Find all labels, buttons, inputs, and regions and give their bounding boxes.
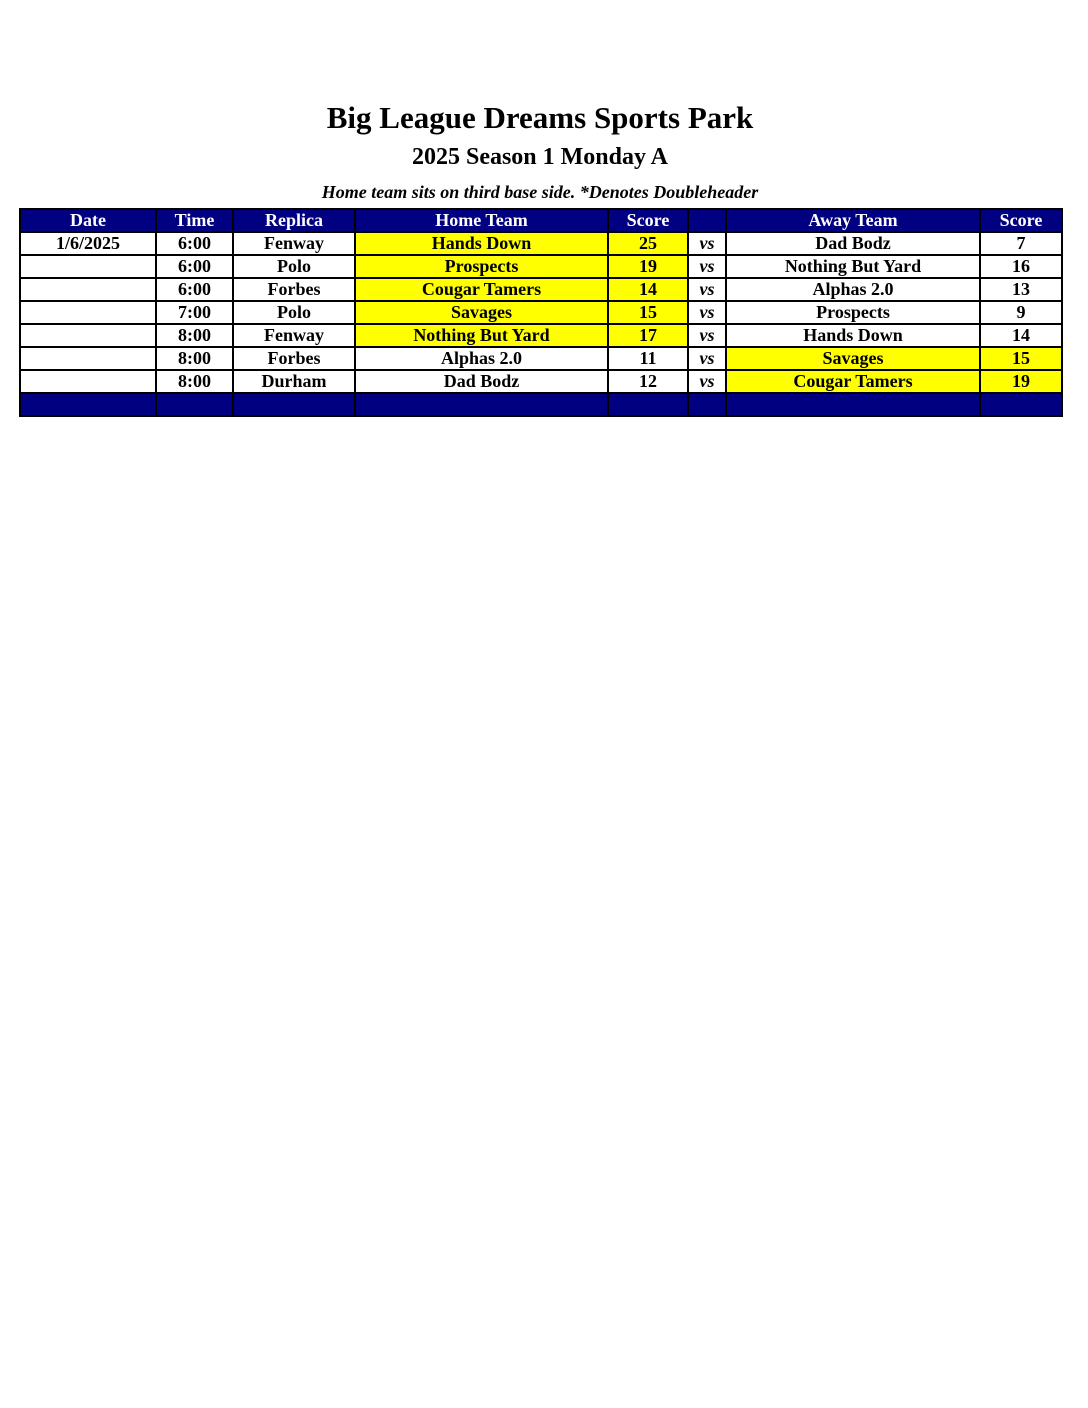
footer-cell: [726, 393, 980, 416]
date-cell: [20, 278, 156, 301]
time-cell: 8:00: [156, 347, 233, 370]
vs-cell: vs: [688, 347, 726, 370]
schedule-body: [20, 232, 1062, 393]
home-score-cell: 14: [608, 278, 688, 301]
footer-cell: [980, 393, 1062, 416]
date-cell: [20, 370, 156, 393]
replica-cell: Forbes: [233, 278, 355, 301]
away-score-cell: 7: [980, 232, 1062, 255]
table-row: [20, 347, 1062, 370]
home-score-cell: 19: [608, 255, 688, 278]
schedule-table: [19, 208, 1063, 417]
table-row: [20, 232, 1062, 255]
away-score-cell: 13: [980, 278, 1062, 301]
column-header-date: Date: [20, 209, 156, 232]
date-cell: [20, 301, 156, 324]
vs-cell: vs: [688, 232, 726, 255]
home-score-cell: 25: [608, 232, 688, 255]
footer-cell: [355, 393, 608, 416]
home-score-cell: 12: [608, 370, 688, 393]
footer-cell: [20, 393, 156, 416]
footer-cell: [608, 393, 688, 416]
column-header-home-team: Home Team: [355, 209, 608, 232]
home-team-cell: Hands Down: [355, 232, 608, 255]
table-row: [20, 301, 1062, 324]
column-header-away-score: Score: [980, 209, 1062, 232]
time-cell: 6:00: [156, 278, 233, 301]
away-score-cell: 15: [980, 347, 1062, 370]
home-team-cell: Prospects: [355, 255, 608, 278]
home-score-cell: 17: [608, 324, 688, 347]
home-score-cell: 15: [608, 301, 688, 324]
away-score-cell: 14: [980, 324, 1062, 347]
date-cell: [20, 255, 156, 278]
replica-cell: Fenway: [233, 232, 355, 255]
column-header-away-team: Away Team: [726, 209, 980, 232]
home-team-cell: Nothing But Yard: [355, 324, 608, 347]
page-subtitle: 2025 Season 1 Monday A: [411, 144, 669, 170]
home-team-cell: Alphas 2.0: [355, 347, 608, 370]
home-score-cell: 11: [608, 347, 688, 370]
away-team-cell: Prospects: [726, 301, 980, 324]
footer-cell: [233, 393, 355, 416]
away-team-cell: Alphas 2.0: [726, 278, 980, 301]
replica-cell: Polo: [233, 301, 355, 324]
vs-cell: vs: [688, 301, 726, 324]
date-cell: [20, 347, 156, 370]
away-score-cell: 19: [980, 370, 1062, 393]
away-team-cell: Dad Bodz: [726, 232, 980, 255]
footer-row: [20, 393, 1062, 416]
vs-cell: vs: [688, 255, 726, 278]
replica-cell: Fenway: [233, 324, 355, 347]
time-cell: 8:00: [156, 324, 233, 347]
time-cell: 6:00: [156, 255, 233, 278]
column-header-replica: Replica: [233, 209, 355, 232]
table-row: [20, 278, 1062, 301]
column-header-home-score: Score: [608, 209, 688, 232]
header-row: [20, 209, 1062, 232]
time-cell: 8:00: [156, 370, 233, 393]
away-team-cell: Cougar Tamers: [726, 370, 980, 393]
home-team-cell: Dad Bodz: [355, 370, 608, 393]
column-header-time: Time: [156, 209, 233, 232]
away-score-cell: 9: [980, 301, 1062, 324]
column-header-vs: [688, 209, 726, 232]
away-score-cell: 16: [980, 255, 1062, 278]
date-cell: 1/6/2025: [20, 232, 156, 255]
doubleheader-note: Home team sits on third base side. *Denotes Doubleheader: [321, 182, 759, 202]
away-team-cell: Nothing But Yard: [726, 255, 980, 278]
home-team-cell: Cougar Tamers: [355, 278, 608, 301]
home-team-cell: Savages: [355, 301, 608, 324]
away-team-cell: Hands Down: [726, 324, 980, 347]
date-cell: [20, 324, 156, 347]
vs-cell: vs: [688, 324, 726, 347]
replica-cell: Polo: [233, 255, 355, 278]
table-row: [20, 255, 1062, 278]
table-row: [20, 370, 1062, 393]
time-cell: 7:00: [156, 301, 233, 324]
time-cell: 6:00: [156, 232, 233, 255]
replica-cell: Forbes: [233, 347, 355, 370]
table-row: [20, 324, 1062, 347]
replica-cell: Durham: [233, 370, 355, 393]
vs-cell: vs: [688, 370, 726, 393]
footer-cell: [688, 393, 726, 416]
page-title: Big League Dreams Sports Park: [326, 100, 754, 135]
footer-cell: [156, 393, 233, 416]
away-team-cell: Savages: [726, 347, 980, 370]
vs-cell: vs: [688, 278, 726, 301]
